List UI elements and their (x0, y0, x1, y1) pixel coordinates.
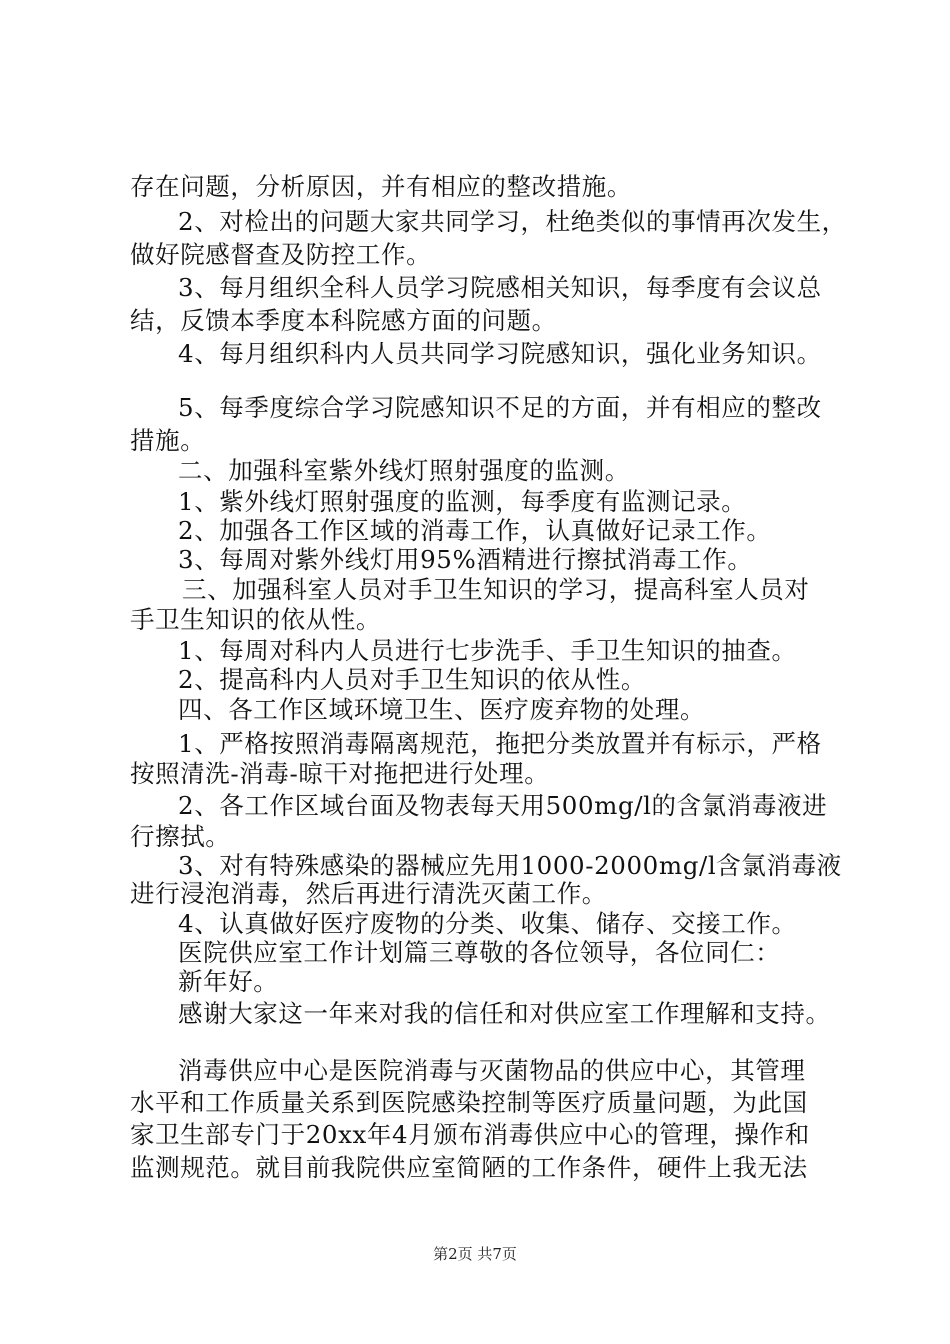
text-line: 2、加强各工作区域的消毒工作，认真做好记录工作。 (178, 516, 772, 545)
text-line: 3、每周对紫外线灯用95%酒精进行擦拭消毒工作。 (178, 545, 753, 574)
text-line: 2、各工作区域台面及物表每天用500mg/l的含氯消毒液进 (178, 791, 828, 820)
text-line: 4、认真做好医疗废物的分类、收集、储存、交接工作。 (178, 909, 797, 938)
text-line: 措施。 (130, 426, 206, 455)
section-heading: 二、加强科室紫外线灯照射强度的监测。 (178, 456, 630, 485)
text-line: 医院供应室工作计划篇三尊敬的各位领导，各位同仁： (178, 938, 781, 967)
text-line: 2、提高科内人员对手卫生知识的依从性。 (178, 665, 646, 694)
text-line: 监测规范。就目前我院供应室简陋的工作条件，硬件上我无法 (130, 1153, 808, 1182)
text-line: 新年好。 (178, 967, 279, 996)
text-line: 1、每周对科内人员进行七步洗手、手卫生知识的抽查。 (178, 636, 797, 665)
page-number: 第2页 共7页 (433, 1245, 517, 1263)
section-heading: 四、各工作区域环境卫生、医疗废弃物的处理。 (178, 695, 706, 724)
text-line: 2、对检出的问题大家共同学习，杜绝类似的事情再次发生， (178, 207, 847, 236)
text-line: 3、每月组织全科人员学习院感相关知识，每季度有会议总 (178, 273, 822, 302)
text-line: 3、对有特殊感染的器械应先用1000-2000mg/l含氯消毒液 (178, 851, 842, 880)
text-line: 1、严格按照消毒隔离规范，拖把分类放置并有标示，严格 (178, 729, 822, 758)
text-line: 结，反馈本季度本科院感方面的问题。 (130, 306, 557, 335)
text-line: 家卫生部专门于20xx年4月颁布消毒供应中心的管理，操作和 (130, 1120, 810, 1149)
text-line: 行擦拭。 (130, 822, 231, 851)
text-line: 1、紫外线灯照射强度的监测，每季度有监测记录。 (178, 487, 747, 516)
text-line: 存在问题，分析原因，并有相应的整改措施。 (130, 172, 632, 201)
text-line: 进行浸泡消毒，然后再进行清洗灭菌工作。 (130, 879, 607, 908)
text-line: 水平和工作质量关系到医院感染控制等医疗质量问题，为此国 (130, 1088, 808, 1117)
text-line: 手卫生知识的依从性。 (130, 605, 381, 634)
text-line: 按照清洗-消毒-晾干对拖把进行处理。 (130, 759, 550, 788)
text-line: 5、每季度综合学习院感知识不足的方面，并有相应的整改 (178, 393, 822, 422)
section-heading: 三、加强科室人员对手卫生知识的学习，提高科室人员对 (182, 575, 810, 604)
text-line: 做好院感督查及防控工作。 (130, 240, 432, 269)
text-line: 感谢大家这一年来对我的信任和对供应室工作理解和支持。 (178, 999, 831, 1028)
text-line: 消毒供应中心是医院消毒与灭菌物品的供应中心，其管理 (178, 1056, 806, 1085)
text-line: 4、每月组织科内人员共同学习院感知识，强化业务知识。 (178, 339, 822, 368)
